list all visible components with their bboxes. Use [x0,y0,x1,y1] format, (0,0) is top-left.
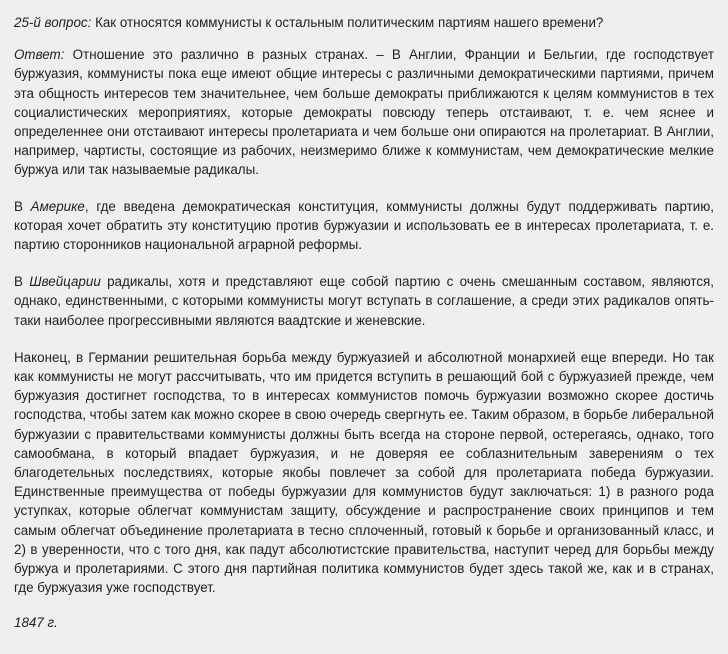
switzerland-paragraph [14,272,714,330]
answer-paragraph [14,45,714,179]
answer-label: Ответ: [14,47,65,63]
question-label: 25-й вопрос: [14,15,92,30]
america-text-after: , где введена демократическая конституция, коммунисты должны будут поддерживать партию, которая хочет обратить эту конституцию против буржуазии и использовать ее в интересах пролетариата, т. е. партию сторонников национальной аграрной реформы. [14,198,714,253]
question-text: Как относятся коммунисты к остальным политическим партиям нашего времени? [91,15,604,30]
germany-paragraph: Наконец, в Германии решительная борьба между буржуазией и абсолютной монархией еще впереди. Но так как коммунисты не могут рассчитывать, что им придется вступить в решающий бой с буржуазией прежде, чем буржуазия достигнет господства, то в интересах коммунистов помочь буржуазии возможно скорее достичь господства, чтобы затем как можно скорее в свою очередь свергнуть ее. Таким образом, в борьбе либеральной буржуазии с правительствами коммунисты должны быть всегда на стороне первой, остерегаясь, однако, того самообмана, в который впадает буржуазия, и не доверяя ее соблазнительным заверениям о тех благодетельных последствиях, которые якобы повлечет за собой для пролетариата победа буржуазии. Единственные преимущества от победы буржуазии для коммунистов будут заключаться: 1) в разного рода уступках, которые облегчат коммунистам защиту, обсуждение и распространение своих принципов и тем самым облегчат объединение пролетариата в тесно сплоченный, готовый к борьбе и организованный класс, и 2) в уверенности, что с того дня, как падут абсолютистские правительства, наступит черед для борьбы между буржуа и пролетариями. С этого дня партийная политика коммунистов будет здесь такой же, как и в странах, где буржуазия уже господствует. [14,349,714,596]
switzerland-text-before: В [14,274,30,290]
switzerland-text-after: радикалы, хотя и представляют еще собой партию с очень смешанным составом, являются, однако, единственными, с которыми коммунисты могут вступать в соглашение, а среди этих радикалов опять-таки наиболее прогрессивными являются ваадтские и женевские. [14,274,714,328]
america-paragraph [14,197,714,255]
switzerland-country: Швейцарии [29,274,101,290]
question-paragraph [14,13,714,32]
america-country: Америке [30,198,85,214]
america-text-before: В [14,198,31,214]
answer-text: Отношение это различно в разных странах. – В Англии, Франции и Бельгии, где господствует буржуазия, коммунисты пока еще имеют общие интересы с различными демократическими партиями, причем эта общность интересов тем значительнее, чем больше демократы приближаются к целям коммунистов в тех социалистических мероприятиях, которые демократы повсюду теперь отстаивают, т. е. чем яснее и определеннее они отстаивают интересы пролетариата и чем больше они опираются на пролетариат. В Англии, например, чартисты, состоящие из рабочих, неизмеримо ближе к коммунистам, чем демократические мелкие буржуа или так называемые радикалы. [14,47,714,178]
date-line: 1847 г. [14,615,58,631]
